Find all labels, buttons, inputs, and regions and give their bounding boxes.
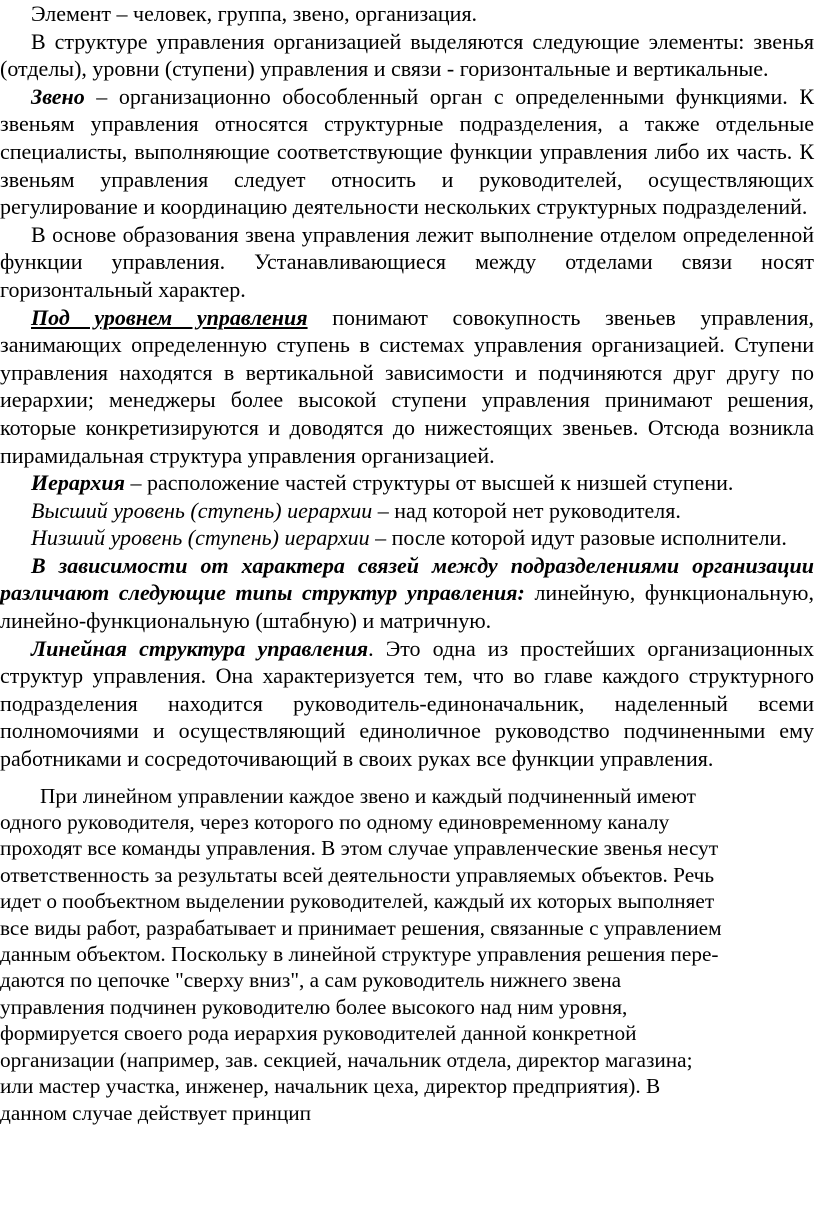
- section-line: данном случае действует принцип: [0, 1100, 312, 1125]
- paragraph-text: понимают совокупность звеньев управления, занимающих определенную ступень в системах управления организацией. Ступени управления находятся в вертикальной зависимости и подчиняются друг другу по иерархии; менеджеры более высокой ступени управления принимают решения, которые конкретизируются и доводятся до нижестоящих звеньев. Отсюда возникла пирамидальная структура управления организацией.: [0, 304, 814, 468]
- paragraph-lowest-level: [0, 524, 814, 552]
- paragraph-linear-structure: [0, 635, 814, 773]
- paragraph-hierarchy: [0, 469, 814, 497]
- paragraph-text: – расположение частей структуры от высшей к низшей ступени.: [125, 470, 734, 496]
- section-line: ответственность за результаты всей деятельности управляемых объектов. Речь: [0, 862, 715, 887]
- section-line: организации (например, зав. секцией, начальник отдела, директор магазина;: [0, 1047, 693, 1072]
- section-line: или мастер участка, инженер, начальник цеха, директор предприятия). В: [0, 1074, 661, 1099]
- paragraph-text: Элемент – человек, группа, звено, организация.: [31, 1, 478, 26]
- paragraph-management-level: [0, 304, 814, 470]
- term-management-level: Под уровнем управления: [31, 304, 308, 330]
- paragraph-element-definition: [0, 0, 814, 28]
- term-linear-structure: Линейная структура управления: [31, 635, 369, 661]
- paragraph-link-definition: [0, 83, 814, 221]
- section-line: идет о пообъектном выделении руководителей, каждый их которых выполняет: [0, 889, 715, 914]
- term-hierarchy: Иерархия: [31, 470, 126, 496]
- paragraph-management-structure: [0, 28, 814, 83]
- paragraph-highest-level: [0, 497, 814, 525]
- section-line: даются по цепочке "сверху вниз", а сам руководитель нижнего звена: [0, 968, 622, 993]
- section-line: одного руководителя, через которого по одному единовременному каналу: [0, 810, 670, 835]
- paragraph-text: – после которой идут разовые исполнители.: [369, 525, 787, 551]
- paragraph-structure-types: [0, 552, 814, 635]
- term-period: .: [368, 635, 374, 661]
- paragraph-text: – над которой нет руководителя.: [372, 497, 681, 523]
- section-line: данным объектом. Поскольку в линейной структуре управления решения пере-: [0, 942, 719, 967]
- paragraph-text: В структуре управления организацией выделяются следующие элементы: звенья (отделы), уровни (ступени) управления и связи - горизонтальные и вертикальные.: [0, 28, 814, 82]
- term-link: Звено: [31, 83, 85, 109]
- paragraph-link-basis: [0, 221, 814, 304]
- term-highest-level: Высший уровень (ступень) иерархии: [31, 497, 373, 523]
- paragraph-text: линейную, функциональную, линейно-функциональную (штабную) и матричную.: [0, 580, 814, 634]
- section-line: управления подчинен руководителю более высокого над ним уровня,: [0, 994, 628, 1019]
- section-line: При линейном управлении каждое звено и каждый подчиненный имеют: [40, 783, 696, 808]
- section-line: проходят все команды управления. В этом случае управленческие звенья несут: [0, 836, 719, 861]
- paragraph-text: В основе образования звена управления лежит выполнение отделом определенной функции управления. Устанавливающиеся между отделами связи носят горизонтальный характер.: [0, 221, 814, 302]
- section-line: все виды работ, разрабатывает и принимает решения, связанные с управлением: [0, 915, 722, 940]
- linear-management-section: [0, 783, 814, 1126]
- paragraph-text: Это одна из простейших организационных структур управления. Она характеризуется тем, что во главе каждого структурного подразделения находится руководитель-единоначальник, наделенный всеми полномочиями и осуществляющий единоличное руководство подчиненными ему работниками и сосредоточивающий в своих руках все функции управления.: [0, 635, 814, 772]
- term-structure-types: В зависимости от характера связей между подразделениями организации различают следующие типы структур управления:: [0, 552, 814, 606]
- section-line: формируется своего рода иерархия руководителей данной конкретной: [0, 1021, 637, 1046]
- paragraph-text: – организационно обособленный орган с определенными функциями. К звеньям управления относятся структурные подразделения, а также отдельные специалисты, выполняющие соответствующие функции управления либо их часть. К звеньям управления следует относить и руководителей, осуществляющих регулирование и координацию деятельности нескольких структурных подразделений.: [0, 83, 814, 220]
- term-lowest-level: Низший уровень (ступень) иерархии: [31, 525, 370, 551]
